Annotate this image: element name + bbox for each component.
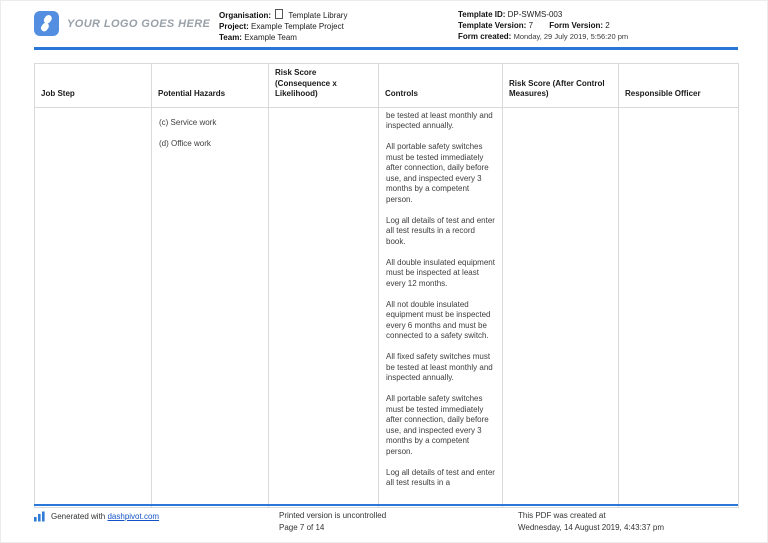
col-header-responsible-officer: Responsible Officer [619,64,739,108]
col-header-controls: Controls [379,64,503,108]
paragraph: All fixed safety switches must be tested at least monthly and inspected annually. [386,352,493,382]
swms-table [34,63,739,508]
form-created-label: Form created: [458,32,512,41]
footer-created-info [518,510,664,533]
paragraph: (c) Service work [159,117,217,127]
team-value: Example Team [244,33,297,42]
template-id-line [458,9,628,20]
paragraph: Log all details of test and enter all test results in a [386,467,495,487]
controls-list [386,111,495,489]
footer-print-info [279,510,386,533]
cell-risk-score-before [269,107,379,507]
project-line [219,21,347,32]
col-header-job-step: Job Step [35,64,152,108]
form-created-line [458,31,628,42]
team-label: Team: [219,33,242,42]
project-label: Project: [219,22,249,31]
col-header-risk-score-after: Risk Score (After Control Measures) [503,64,619,108]
paragraph: All portable safety switches must be tested immediately after connection, daily before use, and inspected every 3 months by a competent person. [386,394,489,456]
template-id-label: Template ID: [458,10,506,19]
paragraph: All double insulated equipment must be inspected at least every 12 months. [386,257,495,288]
cell-job-step [35,107,152,507]
footer-divider [34,504,738,506]
paragraph: be tested at least monthly and inspected annually. [386,110,493,130]
missing-glyph-icon [275,9,283,19]
logo [34,11,210,36]
paragraph: All not double insulated equipment must be inspected every 6 months and must be connected to a safety switch. [386,299,491,340]
paragraph: All portable safety switches must be tested immediately after connection, daily before use, and inspected every 3 months by a competent person. [386,142,489,204]
cell-controls [379,107,503,507]
form-version-label: Form Version: [549,21,604,30]
pdf-created-line2: Wednesday, 14 August 2019, 4:43:37 pm [518,522,665,532]
organisation-line [219,9,347,21]
cell-potential-hazards [152,107,269,507]
col-header-potential-hazards: Potential Hazards [152,64,269,108]
version-line [458,20,628,31]
logo-text: YOUR LOGO GOES HERE [67,17,211,30]
template-version-label: Template Version: [458,21,527,30]
printed-version-text: Printed version is uncontrolled [279,511,387,520]
cell-risk-score-after [503,107,619,507]
footer-generated [34,511,159,522]
logo-icon [34,11,59,36]
potential-hazards-list [159,111,261,150]
dashpivot-link[interactable]: dashpivot.com [107,512,160,521]
template-block [458,9,628,42]
organisation-value: Template Library [288,11,348,20]
form-created-value: Monday, 29 July 2019, 5:56:20 pm [513,32,629,41]
table-row [35,107,739,507]
table-header-row [35,64,739,108]
form-version-value: 2 [605,21,610,30]
project-value: Example Template Project [251,22,344,31]
paragraph: (d) Office work [159,138,211,148]
organisation-block [219,9,347,43]
generated-prefix: Generated with [51,512,108,521]
bar-chart-icon [34,511,46,522]
organisation-label: Organisation: [219,11,272,20]
pdf-created-line1: This PDF was created at [518,511,606,520]
page-number: Page 7 of 14 [279,522,325,532]
header-divider [34,47,738,50]
template-version-value: 7 [528,21,534,30]
generated-with-text [51,512,159,521]
col-header-risk-score-before: Risk Score (Consequence x Likelihood) [269,64,379,108]
template-id-value: DP-SWMS-003 [507,10,563,19]
team-line [219,32,347,43]
paragraph: Log all details of test and enter all test results in a record book. [386,215,495,246]
cell-responsible-officer [619,107,739,507]
